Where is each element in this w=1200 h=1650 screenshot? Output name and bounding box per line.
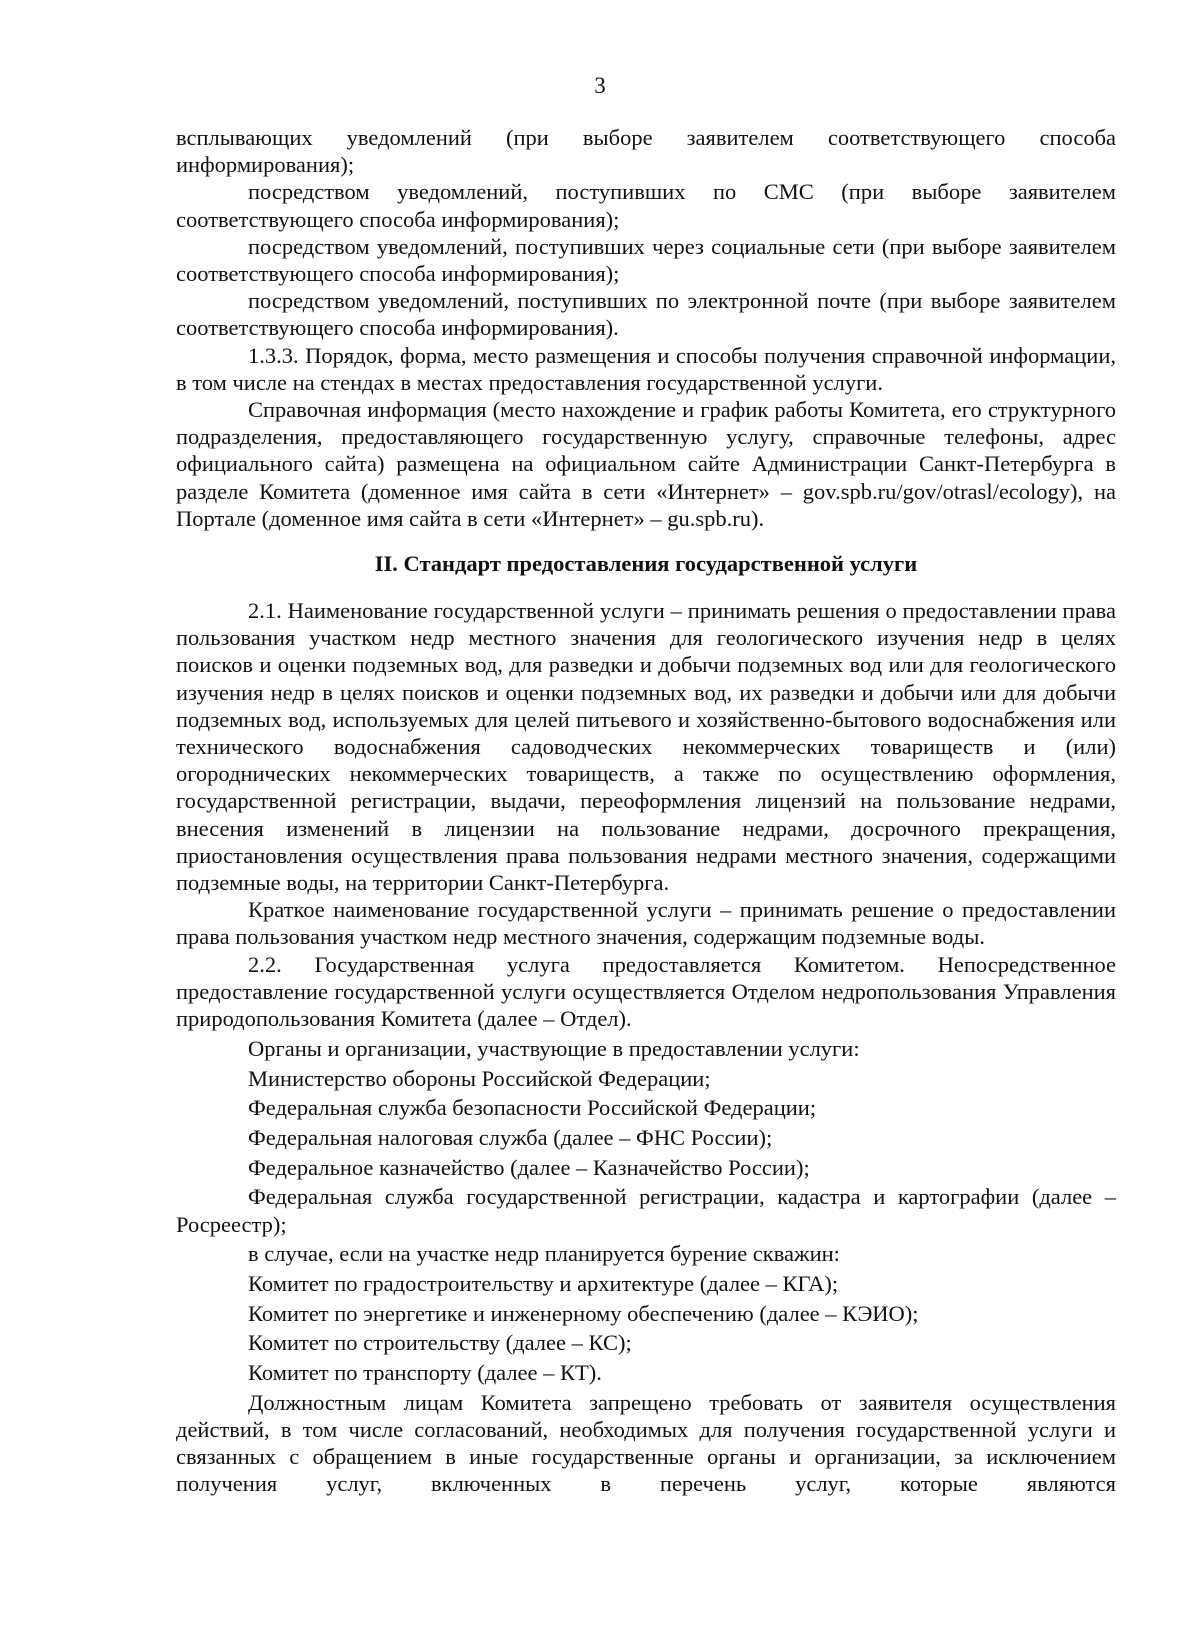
document-body (176, 124, 1116, 1498)
paragraph-reference-info: Справочная информация (место нахождение и график работы Комитета, его структурного подразделения, предоставляющего государственную услугу, справочные телефоны, адрес официального сайта) размещена на официальном сайте Администрации Санкт-Петербурга в разделе Комитета (доменное имя сайта в сети «Интернет» – gov.spb.ru/gov/otrasl/ecology), на Портале (доменное имя сайта в сети «Интернет» – gu.spb.ru). (176, 397, 1116, 531)
organization-item: Федеральная служба безопасности Российской Федерации; (248, 1095, 817, 1121)
paragraph-email: посредством уведомлений, поступивших по электронной почте (при выборе заявителем соответствующего способа информирования). (176, 288, 1116, 341)
organizations-intro: Органы и организации, участвующие в предоставлении услуги: (248, 1035, 860, 1061)
page-number: 3 (594, 73, 606, 98)
paragraph-sms: посредством уведомлений, поступивших по СМС (при выборе заявителем соответствующего способа информирования); (176, 179, 1116, 232)
drilling-intro: в случае, если на участке недр планируется бурение скважин: (248, 1241, 840, 1267)
committee-item: Комитет по энергетике и инженерному обеспечению (далее – КЭИО); (248, 1300, 919, 1326)
committee-item: Комитет по строительству (далее – КС); (248, 1330, 632, 1356)
committee-item: Комитет по градостроительству и архитектуре (далее – КГА); (248, 1270, 839, 1296)
paragraph-short-name: Краткое наименование государственной услуги – принимать решение о предоставлении права пользования участком недр местного значения, содержащим подземные воды. (176, 897, 1116, 950)
section-heading: II. Стандарт предоставления государственной услуги (374, 551, 918, 577)
organization-item: Федеральная налоговая служба (далее – ФНС России); (248, 1124, 773, 1150)
organization-item: Федеральное казначейство (далее – Казначейство России); (248, 1154, 810, 1180)
paragraph-social: посредством уведомлений, поступивших через социальные сети (при выборе заявителем соответствующего способа информирования); (176, 233, 1116, 287)
paragraph-2-1: 2.1. Наименование государственной услуги – принимать решения о предоставлении права пользования участком недр местного значения для геологического изучения недр в целях поисков и оценки подземных вод, для разведки и добычи подземных вод или для геологического изучения недр в целях поисков и оценки подземных вод, их разведки и добычи или для добычи подземных вод, используемых для целей питьевого и хозяйственно-бытового водоснабжения или технического водоснабжения садоводческих некоммерческих товариществ и (или) огороднических некоммерческих товариществ, а также по осуществлению оформления, государственной регистрации, выдачи, переоформления лицензий на пользование недрами, внесения изменений в лицензии на пользование недрами, досрочного прекращения, приостановления осуществления права пользования недрами местного значения, содержащими подземные воды, на территории Санкт-Петербурга. (176, 598, 1116, 896)
organization-rosreestr: Федеральная служба государственной регистрации, кадастра и картографии (далее – Росреестр); (176, 1184, 1116, 1237)
committee-item: Комитет по транспорту (далее – КТ). (248, 1360, 602, 1386)
organization-item: Министерство обороны Российской Федерации; (248, 1065, 711, 1091)
paragraph-continuation: всплывающих уведомлений (при выборе заявителем соответствующего способа информирования); (176, 125, 1116, 178)
paragraph-1-3-3: 1.3.3. Порядок, форма, место размещения и способы получения справочной информации, в том числе на стендах в местах предоставления государственной услуги. (176, 342, 1116, 395)
paragraph-2-2: 2.2. Государственная услуга предоставляется Комитетом. Непосредственное предоставление государственной услуги осуществляется Отделом недропользования Управления природопользования Комитета (далее – Отдел). (176, 951, 1116, 1032)
paragraph-officials: Должностным лицам Комитета запрещено требовать от заявителя осуществления действий, в том числе согласований, необходимых для получения государственной услуги и связанных с обращением в иные государственные органы и организации, за исключением получения услуг, включенных в перечень услуг, которые являются (176, 1389, 1116, 1497)
